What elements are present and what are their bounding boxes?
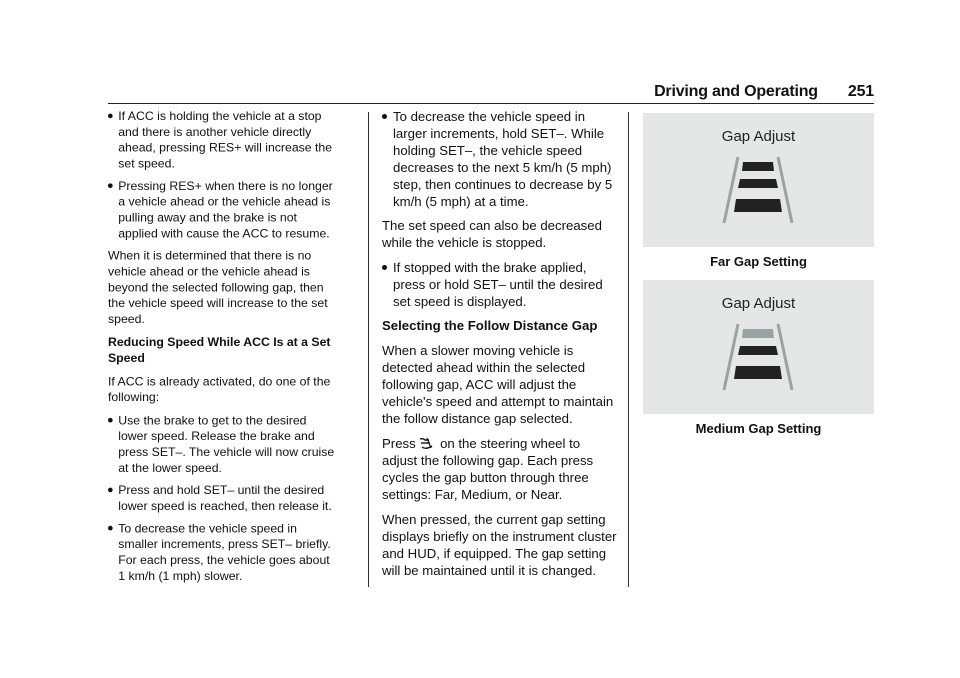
list-item: If stopped with the brake applied, press or hold SET– until the desired set speed is displayed. — [382, 259, 618, 310]
list-item: To decrease the vehicle speed in larger increments, hold SET–. While holding SET–, the vehicle speed decreases to the next 5 km/h (5 mph) step, then continues to decrease by 5 km/h (5 mph) at a time. — [382, 108, 618, 210]
column-2 — [382, 108, 618, 587]
column-1 — [108, 108, 339, 590]
road-gap-graphic — [643, 280, 874, 414]
list-item: Use the brake to get to the desired lower speed. Release the brake and press SET–. The vehicle will now cruise at the lower speed. — [108, 412, 339, 475]
gap-adjust-display-far — [643, 113, 874, 247]
subheading-follow-gap: Selecting the Follow Distance Gap — [382, 318, 598, 333]
paragraph: The set speed can also be decreased while the vehicle is stopped. — [382, 218, 602, 250]
section-title: Driving and Operating — [654, 83, 818, 100]
figure-caption: Medium Gap Setting — [695, 421, 822, 436]
gap-bar-far — [742, 329, 774, 338]
gap-adjust-display-medium — [643, 280, 874, 414]
gap-bar-medium — [738, 179, 778, 188]
bullet-list-resume — [108, 108, 339, 241]
gap-bar-near — [734, 366, 782, 379]
road-edge-right — [778, 157, 792, 223]
list-item: To decrease the vehicle speed in smaller increments, press SET– briefly. For each press, the vehicle goes about 1 km/h (1 mph) slower. — [108, 520, 339, 583]
gap-bar-medium — [738, 346, 778, 355]
bullet-list-reduce — [108, 412, 339, 583]
display-title: Gap Adjust — [721, 295, 796, 312]
list-item: Press and hold SET– until the desired lower speed is reached, then release it. — [108, 482, 339, 514]
subheading-reducing-speed: Reducing Speed While ACC Is at a Set Speed — [108, 335, 331, 365]
running-header — [654, 83, 874, 101]
paragraph: If ACC is already activated, do one of the following: — [108, 374, 331, 404]
gap-follow-distance-icon — [419, 437, 434, 451]
paragraph-gap-button: Press on the steering wheel to adjust the following gap. Each press cycles the gap button through three settings: Far, Medium, or Near. — [382, 436, 594, 502]
gap-bar-near — [734, 199, 782, 212]
column-divider-1 — [368, 112, 369, 587]
figure-caption: Far Gap Setting — [710, 254, 807, 269]
bullet-list-stopped — [382, 259, 618, 310]
list-item: If ACC is holding the vehicle at a stop and there is another vehicle directly ahead, pressing RES+ will increase the set speed. — [108, 108, 339, 171]
paragraph: When a slower moving vehicle is detected ahead within the selected following gap, ACC will adjust the vehicle's speed and attempt to maintain the follow distance gap selected. — [382, 343, 614, 426]
column-divider-2 — [628, 112, 629, 587]
gap-bar-far — [742, 162, 774, 171]
list-item: Pressing RES+ when there is no longer a vehicle ahead or the vehicle ahead is pulling away and the brake is not applied with cause the ACC to resume. — [108, 178, 339, 241]
display-title: Gap Adjust — [721, 128, 796, 145]
road-edge-left — [724, 324, 738, 390]
road-edge-right — [778, 324, 792, 390]
road-edge-left — [724, 157, 738, 223]
header-rule — [108, 103, 874, 104]
page-number: 251 — [847, 83, 874, 100]
paragraph: When it is determined that there is no vehicle ahead or the vehicle ahead is beyond the selected following gap, then the vehicle speed will increase to the set speed. — [108, 248, 328, 326]
paragraph: When pressed, the current gap setting displays briefly on the instrument cluster and HUD, if equipped. The gap setting will be maintained until it is changed. — [382, 512, 617, 578]
bullet-list-large-increments — [382, 108, 618, 210]
road-gap-graphic — [643, 113, 874, 247]
